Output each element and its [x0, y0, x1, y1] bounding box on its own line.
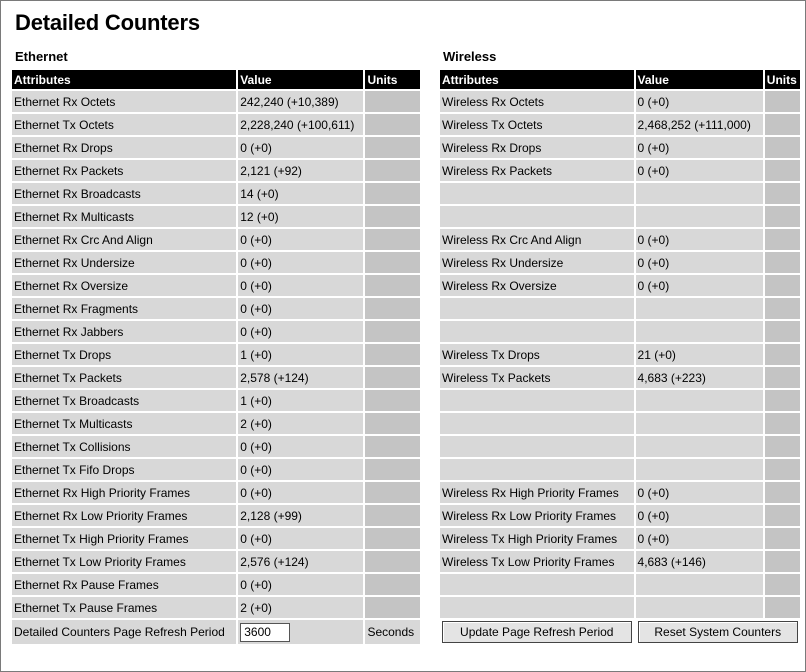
ethernet-counter-attribute: Ethernet Tx Multicasts [12, 413, 236, 434]
ethernet-section-title: Ethernet [15, 49, 68, 64]
ethernet-counter-value: 2,121 (+92) [238, 160, 363, 181]
wireless-counter-attribute [440, 298, 634, 319]
ethernet-counter-value: 12 (+0) [238, 206, 363, 227]
wireless-counter-attribute [440, 183, 634, 204]
ethernet-counter-value: 2,228,240 (+100,611) [238, 114, 363, 135]
ethernet-counter-value: 0 (+0) [238, 229, 363, 250]
ethernet-counter-units [365, 551, 420, 572]
wireless-counter-value: 4,683 (+146) [636, 551, 763, 572]
ethernet-counter-units [365, 344, 420, 365]
ethernet-counter-attribute: Ethernet Rx Multicasts [12, 206, 236, 227]
ethernet-counter-units [365, 505, 420, 526]
wireless-counter-row [440, 252, 800, 273]
ethernet-counter-row [12, 321, 420, 342]
wireless-counter-row [440, 114, 800, 135]
ethernet-counter-value: 0 (+0) [238, 574, 363, 595]
ethernet-header-value: Value [238, 70, 363, 89]
buttons-row [440, 620, 800, 644]
reset-button-cell [636, 620, 800, 644]
ethernet-counter-value: 0 (+0) [238, 321, 363, 342]
wireless-counter-attribute: Wireless Tx Low Priority Frames [440, 551, 634, 572]
wireless-counter-row [440, 160, 800, 181]
wireless-counter-attribute [440, 321, 634, 342]
ethernet-counter-units [365, 482, 420, 503]
ethernet-counter-attribute: Ethernet Rx Oversize [12, 275, 236, 296]
wireless-counter-units [765, 321, 800, 342]
ethernet-counter-attribute: Ethernet Tx Pause Frames [12, 597, 236, 618]
wireless-counter-row [440, 229, 800, 250]
wireless-counter-row [440, 436, 800, 457]
wireless-counter-value: 0 (+0) [636, 160, 763, 181]
ethernet-counter-attribute: Ethernet Rx Packets [12, 160, 236, 181]
wireless-counter-units [765, 160, 800, 181]
ethernet-counter-attribute: Ethernet Rx High Priority Frames [12, 482, 236, 503]
wireless-counter-value [636, 597, 763, 618]
ethernet-counter-row [12, 160, 420, 181]
wireless-counter-row [440, 551, 800, 572]
wireless-counter-row [440, 367, 800, 388]
ethernet-counter-row [12, 459, 420, 480]
ethernet-counter-value: 0 (+0) [238, 137, 363, 158]
ethernet-counter-units [365, 252, 420, 273]
ethernet-header-attributes: Attributes [12, 70, 236, 89]
wireless-counter-value: 0 (+0) [636, 275, 763, 296]
ethernet-counter-value: 2 (+0) [238, 597, 363, 618]
ethernet-counter-units [365, 114, 420, 135]
wireless-counter-units [765, 298, 800, 319]
ethernet-counter-attribute: Ethernet Rx Pause Frames [12, 574, 236, 595]
wireless-counter-attribute [440, 413, 634, 434]
ethernet-counter-units [365, 206, 420, 227]
wireless-counter-value: 0 (+0) [636, 505, 763, 526]
ethernet-counter-row [12, 367, 420, 388]
wireless-counter-row [440, 183, 800, 204]
ethernet-counter-row [12, 275, 420, 296]
ethernet-counter-units [365, 183, 420, 204]
ethernet-counter-value: 2 (+0) [238, 413, 363, 434]
ethernet-counter-units [365, 367, 420, 388]
refresh-period-label: Detailed Counters Page Refresh Period [12, 620, 236, 644]
wireless-counter-units [765, 505, 800, 526]
ethernet-counter-units [365, 390, 420, 411]
ethernet-counter-row [12, 252, 420, 273]
wireless-counter-value: 0 (+0) [636, 91, 763, 112]
ethernet-counter-value: 242,240 (+10,389) [238, 91, 363, 112]
ethernet-counter-row [12, 91, 420, 112]
ethernet-counter-attribute: Ethernet Tx Drops [12, 344, 236, 365]
wireless-counter-row [440, 91, 800, 112]
wireless-counter-value [636, 183, 763, 204]
ethernet-counter-row [12, 390, 420, 411]
wireless-counter-units [765, 436, 800, 457]
wireless-counter-attribute: Wireless Rx Crc And Align [440, 229, 634, 250]
wireless-counter-units [765, 574, 800, 595]
wireless-counter-units [765, 275, 800, 296]
wireless-counter-row [440, 321, 800, 342]
wireless-counter-attribute: Wireless Rx Low Priority Frames [440, 505, 634, 526]
wireless-header-attributes: Attributes [440, 70, 634, 89]
wireless-counter-attribute [440, 206, 634, 227]
wireless-counter-units [765, 91, 800, 112]
ethernet-counter-attribute: Ethernet Rx Broadcasts [12, 183, 236, 204]
wireless-counter-value: 0 (+0) [636, 252, 763, 273]
ethernet-counter-value: 2,128 (+99) [238, 505, 363, 526]
ethernet-counter-units [365, 229, 420, 250]
wireless-counter-value [636, 390, 763, 411]
wireless-counter-attribute: Wireless Rx Oversize [440, 275, 634, 296]
wireless-counter-row [440, 137, 800, 158]
wireless-counter-value [636, 459, 763, 480]
wireless-counter-row [440, 344, 800, 365]
ethernet-counter-attribute: Ethernet Rx Drops [12, 137, 236, 158]
wireless-counter-attribute: Wireless Tx Octets [440, 114, 634, 135]
wireless-counter-value: 2,468,252 (+111,000) [636, 114, 763, 135]
wireless-counter-row [440, 597, 800, 618]
wireless-counter-attribute: Wireless Rx Packets [440, 160, 634, 181]
wireless-counter-value: 4,683 (+223) [636, 367, 763, 388]
ethernet-counter-units [365, 137, 420, 158]
wireless-counter-attribute: Wireless Rx Drops [440, 137, 634, 158]
ethernet-counter-value: 2,576 (+124) [238, 551, 363, 572]
ethernet-counter-attribute: Ethernet Tx Packets [12, 367, 236, 388]
wireless-counters-table [438, 68, 802, 646]
wireless-counter-units [765, 413, 800, 434]
wireless-counter-units [765, 528, 800, 549]
ethernet-counter-row [12, 298, 420, 319]
ethernet-counter-attribute: Ethernet Tx Broadcasts [12, 390, 236, 411]
ethernet-counter-attribute: Ethernet Rx Fragments [12, 298, 236, 319]
ethernet-header-units: Units [365, 70, 420, 89]
wireless-counter-value [636, 574, 763, 595]
wireless-counter-units [765, 206, 800, 227]
wireless-counter-attribute [440, 574, 634, 595]
ethernet-counter-row [12, 137, 420, 158]
wireless-counter-attribute: Wireless Tx Drops [440, 344, 634, 365]
wireless-counter-value [636, 321, 763, 342]
wireless-counter-row [440, 574, 800, 595]
wireless-counter-value [636, 413, 763, 434]
wireless-counter-row [440, 206, 800, 227]
wireless-counter-units [765, 229, 800, 250]
wireless-counter-value [636, 436, 763, 457]
wireless-counter-units [765, 367, 800, 388]
page-title: Detailed Counters [15, 10, 200, 35]
wireless-counter-row [440, 459, 800, 480]
wireless-counter-row [440, 390, 800, 411]
refresh-period-row [12, 620, 420, 644]
wireless-counter-units [765, 137, 800, 158]
wireless-counter-row [440, 413, 800, 434]
wireless-counter-attribute: Wireless Rx High Priority Frames [440, 482, 634, 503]
ethernet-counter-row [12, 597, 420, 618]
ethernet-counter-attribute: Ethernet Rx Crc And Align [12, 229, 236, 250]
wireless-counter-value: 21 (+0) [636, 344, 763, 365]
wireless-counter-units [765, 344, 800, 365]
ethernet-counter-units [365, 413, 420, 434]
ethernet-counter-value: 0 (+0) [238, 436, 363, 457]
wireless-counter-value: 0 (+0) [636, 528, 763, 549]
wireless-counter-attribute: Wireless Tx High Priority Frames [440, 528, 634, 549]
ethernet-counter-units [365, 597, 420, 618]
ethernet-counter-attribute: Ethernet Tx Collisions [12, 436, 236, 457]
ethernet-counter-units [365, 275, 420, 296]
ethernet-counter-value: 1 (+0) [238, 344, 363, 365]
refresh-period-input[interactable] [240, 623, 290, 642]
reset-system-counters-button[interactable]: Reset System Counters [638, 621, 798, 643]
ethernet-counter-row [12, 528, 420, 549]
wireless-counter-value [636, 206, 763, 227]
ethernet-counter-value: 0 (+0) [238, 275, 363, 296]
ethernet-counter-units [365, 436, 420, 457]
ethernet-counter-attribute: Ethernet Tx Low Priority Frames [12, 551, 236, 572]
ethernet-counter-attribute: Ethernet Rx Low Priority Frames [12, 505, 236, 526]
ethernet-counter-row [12, 229, 420, 250]
wireless-counter-attribute [440, 390, 634, 411]
refresh-period-units: Seconds [365, 620, 420, 644]
wireless-counter-attribute: Wireless Rx Undersize [440, 252, 634, 273]
ethernet-counter-attribute: Ethernet Tx Fifo Drops [12, 459, 236, 480]
wireless-counter-row [440, 505, 800, 526]
refresh-period-cell [238, 620, 363, 644]
update-refresh-period-button[interactable]: Update Page Refresh Period [442, 621, 632, 643]
ethernet-counter-row [12, 482, 420, 503]
wireless-header-units: Units [765, 70, 800, 89]
wireless-section-title: Wireless [443, 49, 497, 64]
ethernet-counter-attribute: Ethernet Rx Jabbers [12, 321, 236, 342]
ethernet-counter-row [12, 413, 420, 434]
wireless-counter-units [765, 114, 800, 135]
ethernet-counter-units [365, 298, 420, 319]
wireless-counter-attribute [440, 436, 634, 457]
ethernet-counter-attribute: Ethernet Tx High Priority Frames [12, 528, 236, 549]
wireless-counter-units [765, 551, 800, 572]
ethernet-counter-value: 14 (+0) [238, 183, 363, 204]
wireless-counter-value [636, 298, 763, 319]
wireless-counter-value: 0 (+0) [636, 229, 763, 250]
ethernet-counter-attribute: Ethernet Rx Undersize [12, 252, 236, 273]
wireless-counter-attribute [440, 597, 634, 618]
wireless-counter-units [765, 597, 800, 618]
wireless-counter-units [765, 183, 800, 204]
ethernet-counter-value: 0 (+0) [238, 482, 363, 503]
wireless-counter-row [440, 275, 800, 296]
ethernet-counter-units [365, 528, 420, 549]
ethernet-counter-units [365, 91, 420, 112]
wireless-counter-units [765, 459, 800, 480]
ethernet-counter-value: 1 (+0) [238, 390, 363, 411]
wireless-counter-value: 0 (+0) [636, 482, 763, 503]
ethernet-counter-row [12, 574, 420, 595]
wireless-counter-attribute: Wireless Tx Packets [440, 367, 634, 388]
update-button-cell [440, 620, 634, 644]
ethernet-counter-value: 2,578 (+124) [238, 367, 363, 388]
ethernet-counter-units [365, 321, 420, 342]
wireless-counter-attribute [440, 459, 634, 480]
ethernet-counter-row [12, 505, 420, 526]
wireless-counter-row [440, 298, 800, 319]
wireless-header-value: Value [636, 70, 763, 89]
ethernet-counters-table [10, 68, 422, 646]
ethernet-counter-attribute: Ethernet Tx Octets [12, 114, 236, 135]
ethernet-counter-value: 0 (+0) [238, 252, 363, 273]
ethernet-counter-units [365, 160, 420, 181]
wireless-counter-value: 0 (+0) [636, 137, 763, 158]
wireless-counter-attribute: Wireless Rx Octets [440, 91, 634, 112]
ethernet-counter-row [12, 183, 420, 204]
ethernet-counter-units [365, 574, 420, 595]
ethernet-counter-row [12, 344, 420, 365]
wireless-counter-row [440, 528, 800, 549]
ethernet-counter-row [12, 436, 420, 457]
wireless-counter-units [765, 482, 800, 503]
ethernet-counter-row [12, 551, 420, 572]
ethernet-counter-attribute: Ethernet Rx Octets [12, 91, 236, 112]
ethernet-counter-row [12, 114, 420, 135]
ethernet-counter-value: 0 (+0) [238, 528, 363, 549]
wireless-counter-row [440, 482, 800, 503]
wireless-counter-units [765, 252, 800, 273]
ethernet-counter-units [365, 459, 420, 480]
ethernet-counter-row [12, 206, 420, 227]
ethernet-counter-value: 0 (+0) [238, 459, 363, 480]
wireless-counter-units [765, 390, 800, 411]
ethernet-counter-value: 0 (+0) [238, 298, 363, 319]
